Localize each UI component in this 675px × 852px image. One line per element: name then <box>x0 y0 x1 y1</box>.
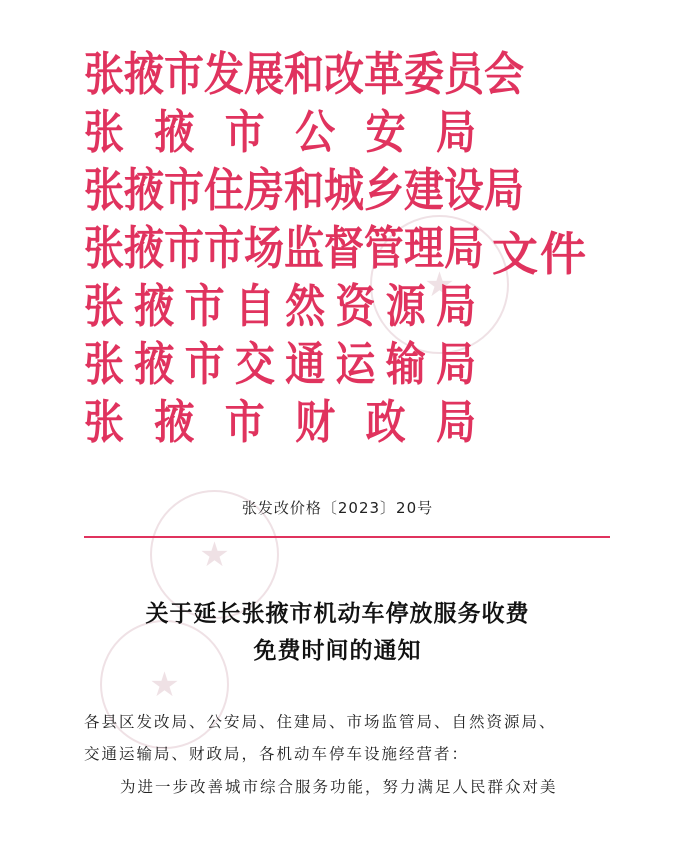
agency-name-line: 张 掖 市 财 政 局 <box>84 396 476 450</box>
red-divider <box>84 536 610 538</box>
document-number: 张发改价格〔2023〕20号 <box>241 499 434 517</box>
agency-name-line: 张 掖 市 自 然 资 源 局 <box>84 280 476 334</box>
document-suffix: 文件 <box>492 227 588 281</box>
document-title-line2: 免费时间的通知 <box>253 638 422 664</box>
agency-name-line: 张 掖 市 交 通 运 输 局 <box>84 338 476 392</box>
agency-name-line: 张 掖 市 公 安 局 <box>84 106 476 160</box>
agency-name-line: 张 掖 市 市 场 监 督 管 理 局 <box>84 222 484 276</box>
recipients-line1: 各县区发改局、公安局、住建局、市场监管局、自然资源局、 <box>84 713 557 731</box>
body-paragraph: 为进一步改善城市综合服务功能，努力满足人民群众对美 <box>120 778 558 796</box>
agency-name-line: 张 掖 市 发 展 和 改 革 委 员 会 <box>84 48 524 102</box>
agency-name-line: 张 掖 市 住 房 和 城 乡 建 设 局 <box>84 164 524 218</box>
recipients-line2: 交通运输局、财政局，各机动车停车设施经营者： <box>84 745 470 763</box>
document-title-line1: 关于延长张掖市机动车停放服务收费 <box>145 601 530 627</box>
